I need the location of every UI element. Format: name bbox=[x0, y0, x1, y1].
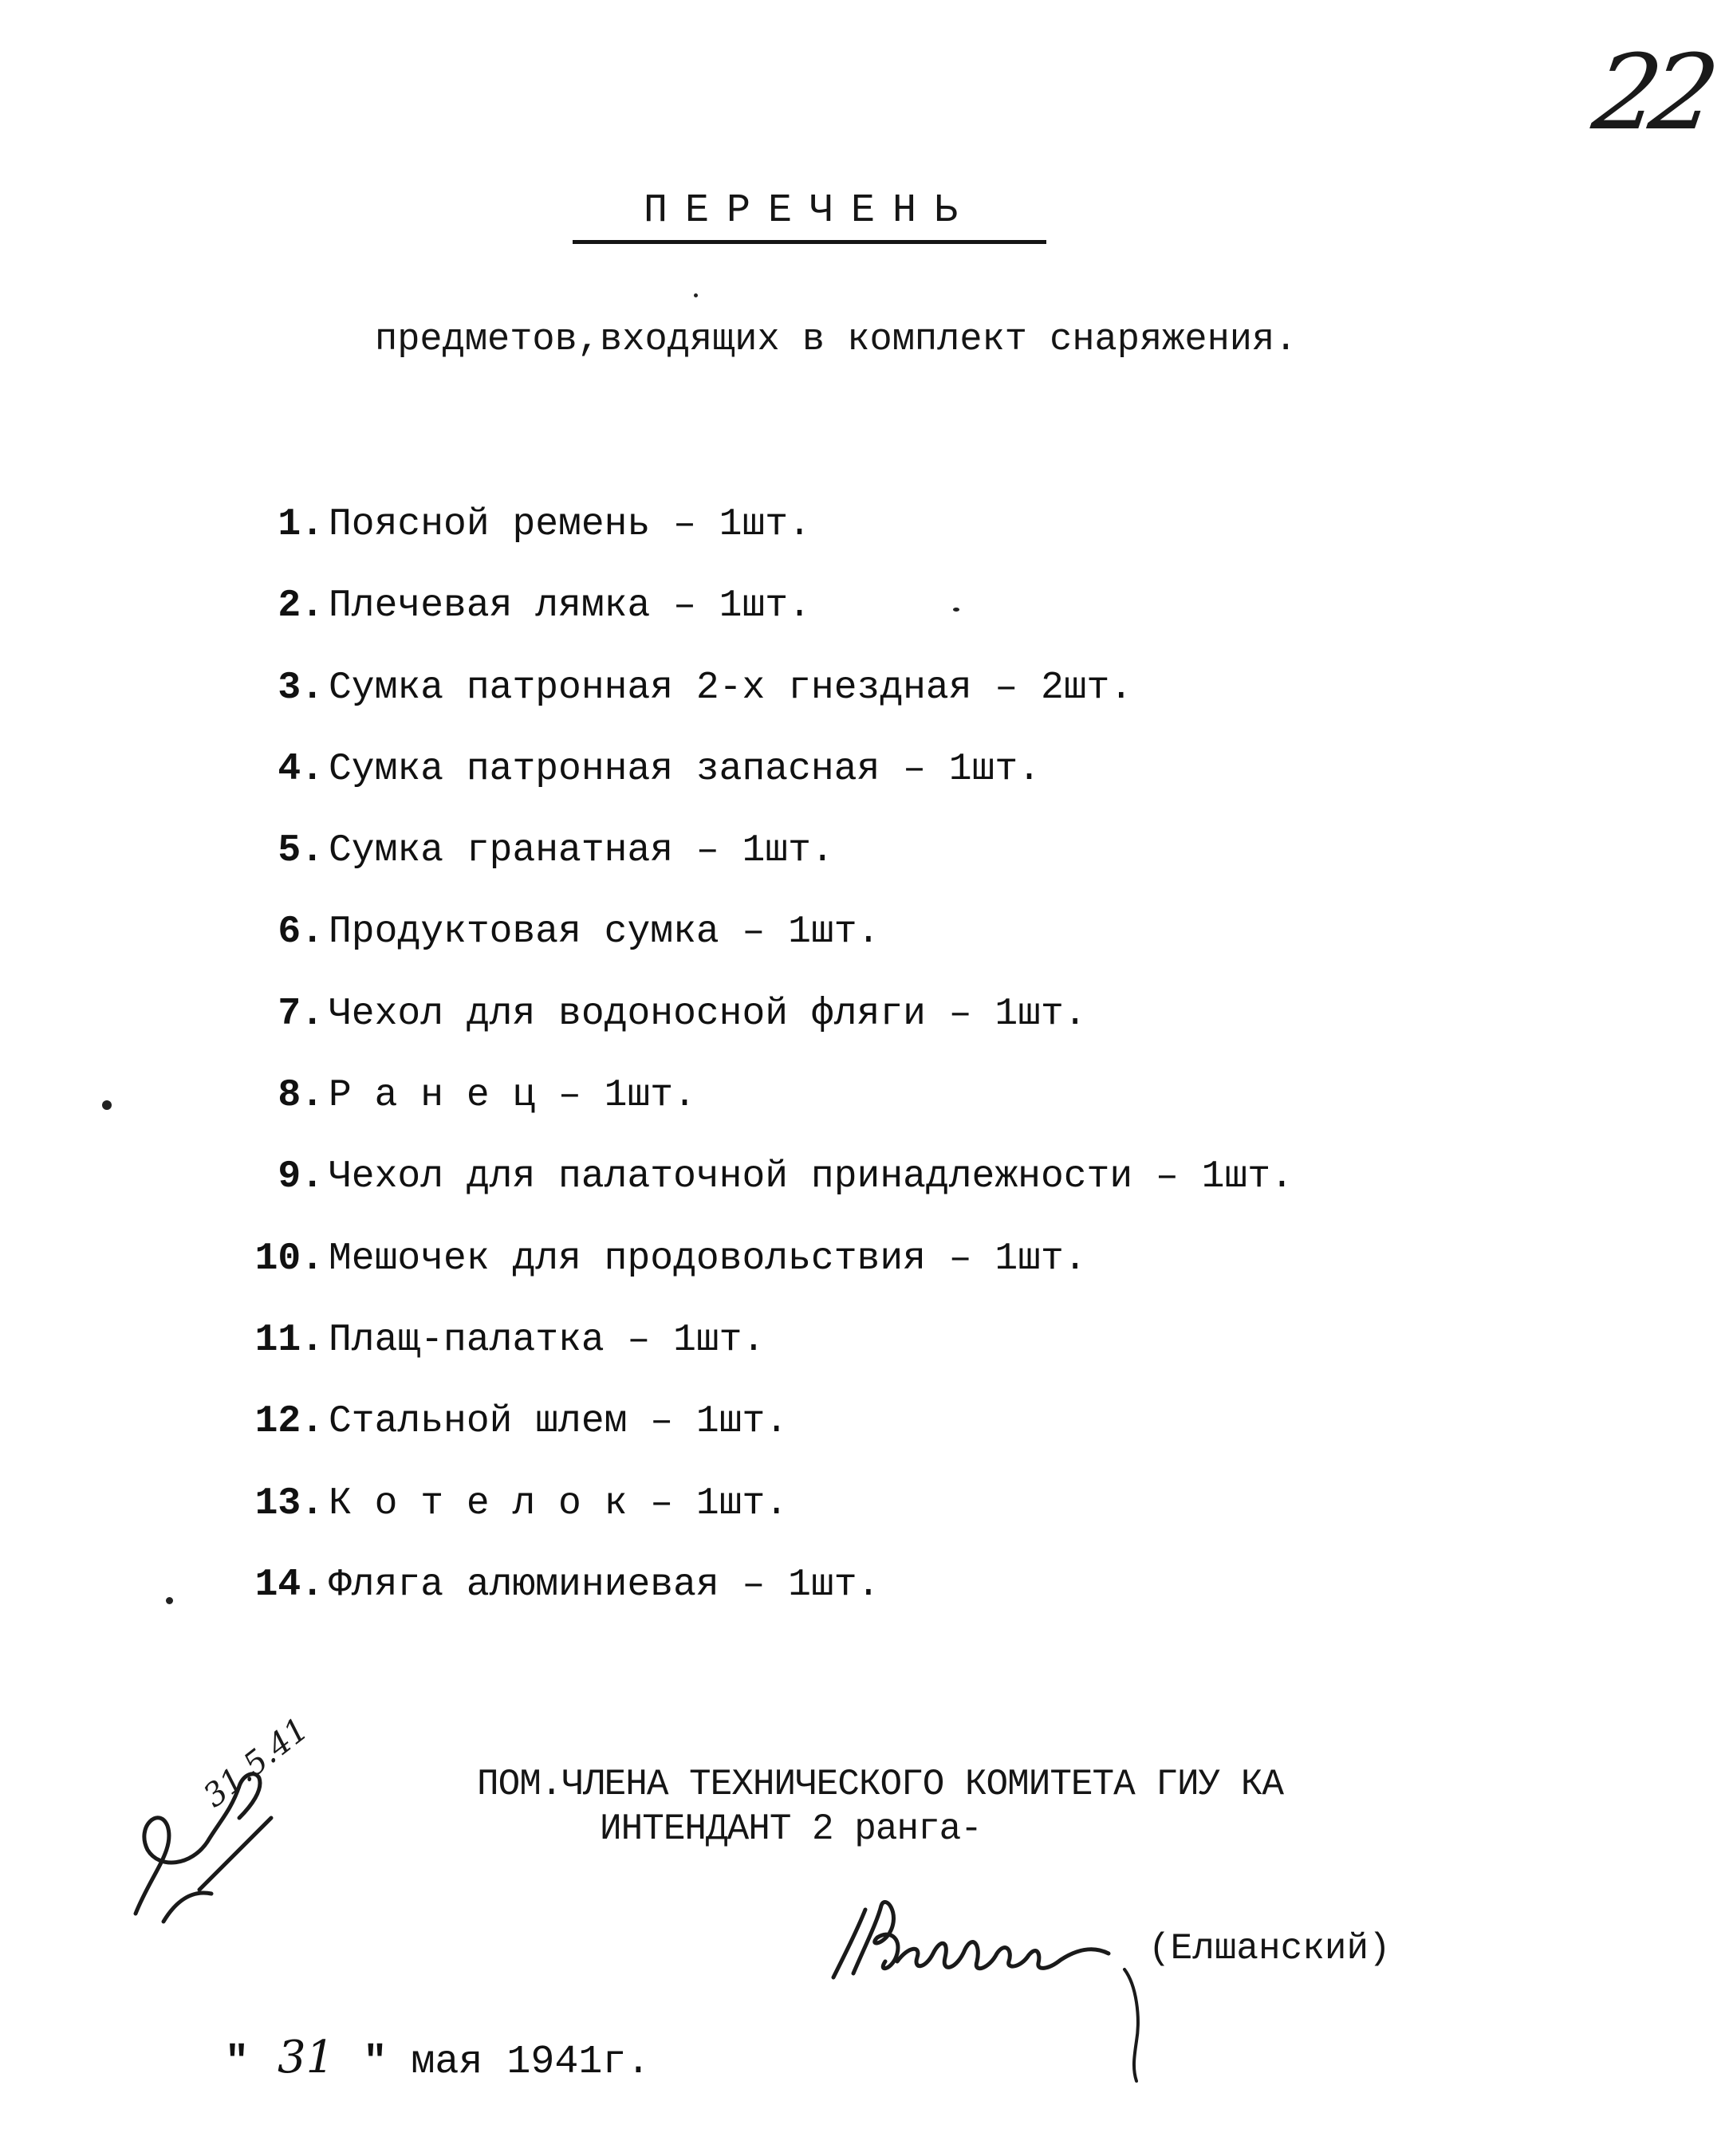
list-item bbox=[215, 1561, 1294, 1643]
item-number: 8. bbox=[278, 1074, 324, 1118]
archive-page-number: 22 bbox=[1586, 32, 1717, 153]
signatory-name: (Елшанский) bbox=[1148, 1928, 1391, 1969]
item-number: 1. bbox=[278, 503, 324, 546]
list-item bbox=[215, 1316, 1294, 1398]
item-number: 12. bbox=[254, 1400, 324, 1444]
quote-close: " bbox=[363, 2040, 388, 2085]
scan-speck bbox=[694, 293, 698, 297]
list-item bbox=[215, 1235, 1294, 1316]
scan-speck bbox=[166, 1597, 173, 1604]
item-number: 13. bbox=[254, 1481, 324, 1525]
list-item bbox=[215, 827, 1294, 908]
item-text: Сумка гранатная – 1шт. bbox=[329, 829, 834, 873]
item-number: 7. bbox=[278, 992, 324, 1036]
item-number: 9. bbox=[278, 1155, 324, 1199]
item-number: 10. bbox=[254, 1237, 324, 1281]
signature bbox=[821, 1898, 1156, 2089]
list-item bbox=[215, 746, 1294, 827]
item-text: Сумка патронная запасная – 1шт. bbox=[329, 747, 1041, 791]
item-number: 2. bbox=[278, 584, 324, 628]
list-item bbox=[215, 582, 1294, 663]
document-subtitle: предметов,входящих в комплект снаряжения. bbox=[375, 319, 1298, 361]
list-item bbox=[215, 1480, 1294, 1561]
item-text: Стальной шлем – 1шт. bbox=[329, 1400, 789, 1444]
scan-speck bbox=[102, 1100, 112, 1110]
item-text: Продуктовая сумка – 1шт. bbox=[329, 911, 880, 954]
document-date bbox=[225, 2032, 650, 2085]
item-number: 6. bbox=[278, 911, 324, 954]
item-text: Плечевая лямка – 1шт. bbox=[329, 584, 811, 628]
item-text: К о т е л о к – 1шт. bbox=[329, 1481, 789, 1525]
item-text: Чехол для палаточной принадлежности – 1шт. bbox=[329, 1155, 1294, 1199]
item-number: 11. bbox=[254, 1318, 324, 1362]
item-text: Мешочек для продовольствия – 1шт. bbox=[329, 1237, 1087, 1281]
item-number: 4. bbox=[278, 747, 324, 791]
date-month-year: мая 1941г. bbox=[411, 2040, 651, 2085]
item-text: Плащ-палатка – 1шт. bbox=[329, 1318, 766, 1362]
list-item bbox=[215, 908, 1294, 989]
list-item bbox=[215, 501, 1294, 582]
item-text: Р а н е ц – 1шт. bbox=[329, 1074, 696, 1118]
date-day: 31 bbox=[278, 2032, 335, 2083]
list-item bbox=[215, 664, 1294, 746]
item-text: Сумка патронная 2-х гнездная – 2шт. bbox=[329, 666, 1133, 710]
position-title-line-2: ИНТЕНДАНТ 2 ранга- bbox=[600, 1808, 982, 1850]
item-text: Фляга алюминиевая – 1шт. bbox=[329, 1563, 880, 1607]
item-number: 5. bbox=[278, 829, 324, 873]
quote-open: " bbox=[225, 2040, 250, 2085]
approval-date: 31.5.41 bbox=[196, 1710, 316, 1815]
item-text: Чехол для водоносной фляги – 1шт. bbox=[329, 992, 1087, 1036]
item-text: Поясной ремень – 1шт. bbox=[329, 503, 811, 546]
list-item bbox=[215, 1153, 1294, 1234]
item-number: 3. bbox=[278, 666, 324, 710]
list-item bbox=[215, 990, 1294, 1072]
item-number: 14. bbox=[254, 1563, 324, 1607]
list-item bbox=[215, 1398, 1294, 1479]
scan-speck bbox=[953, 608, 959, 612]
document-title: ПЕРЕЧЕНЬ bbox=[573, 188, 1046, 244]
list-item bbox=[215, 1072, 1294, 1153]
equipment-list bbox=[215, 501, 1294, 1643]
position-title-line-1: ПОМ.ЧЛЕНА ТЕХНИЧЕСКОГО КОМИТЕТА ГИУ КА bbox=[477, 1764, 1283, 1805]
